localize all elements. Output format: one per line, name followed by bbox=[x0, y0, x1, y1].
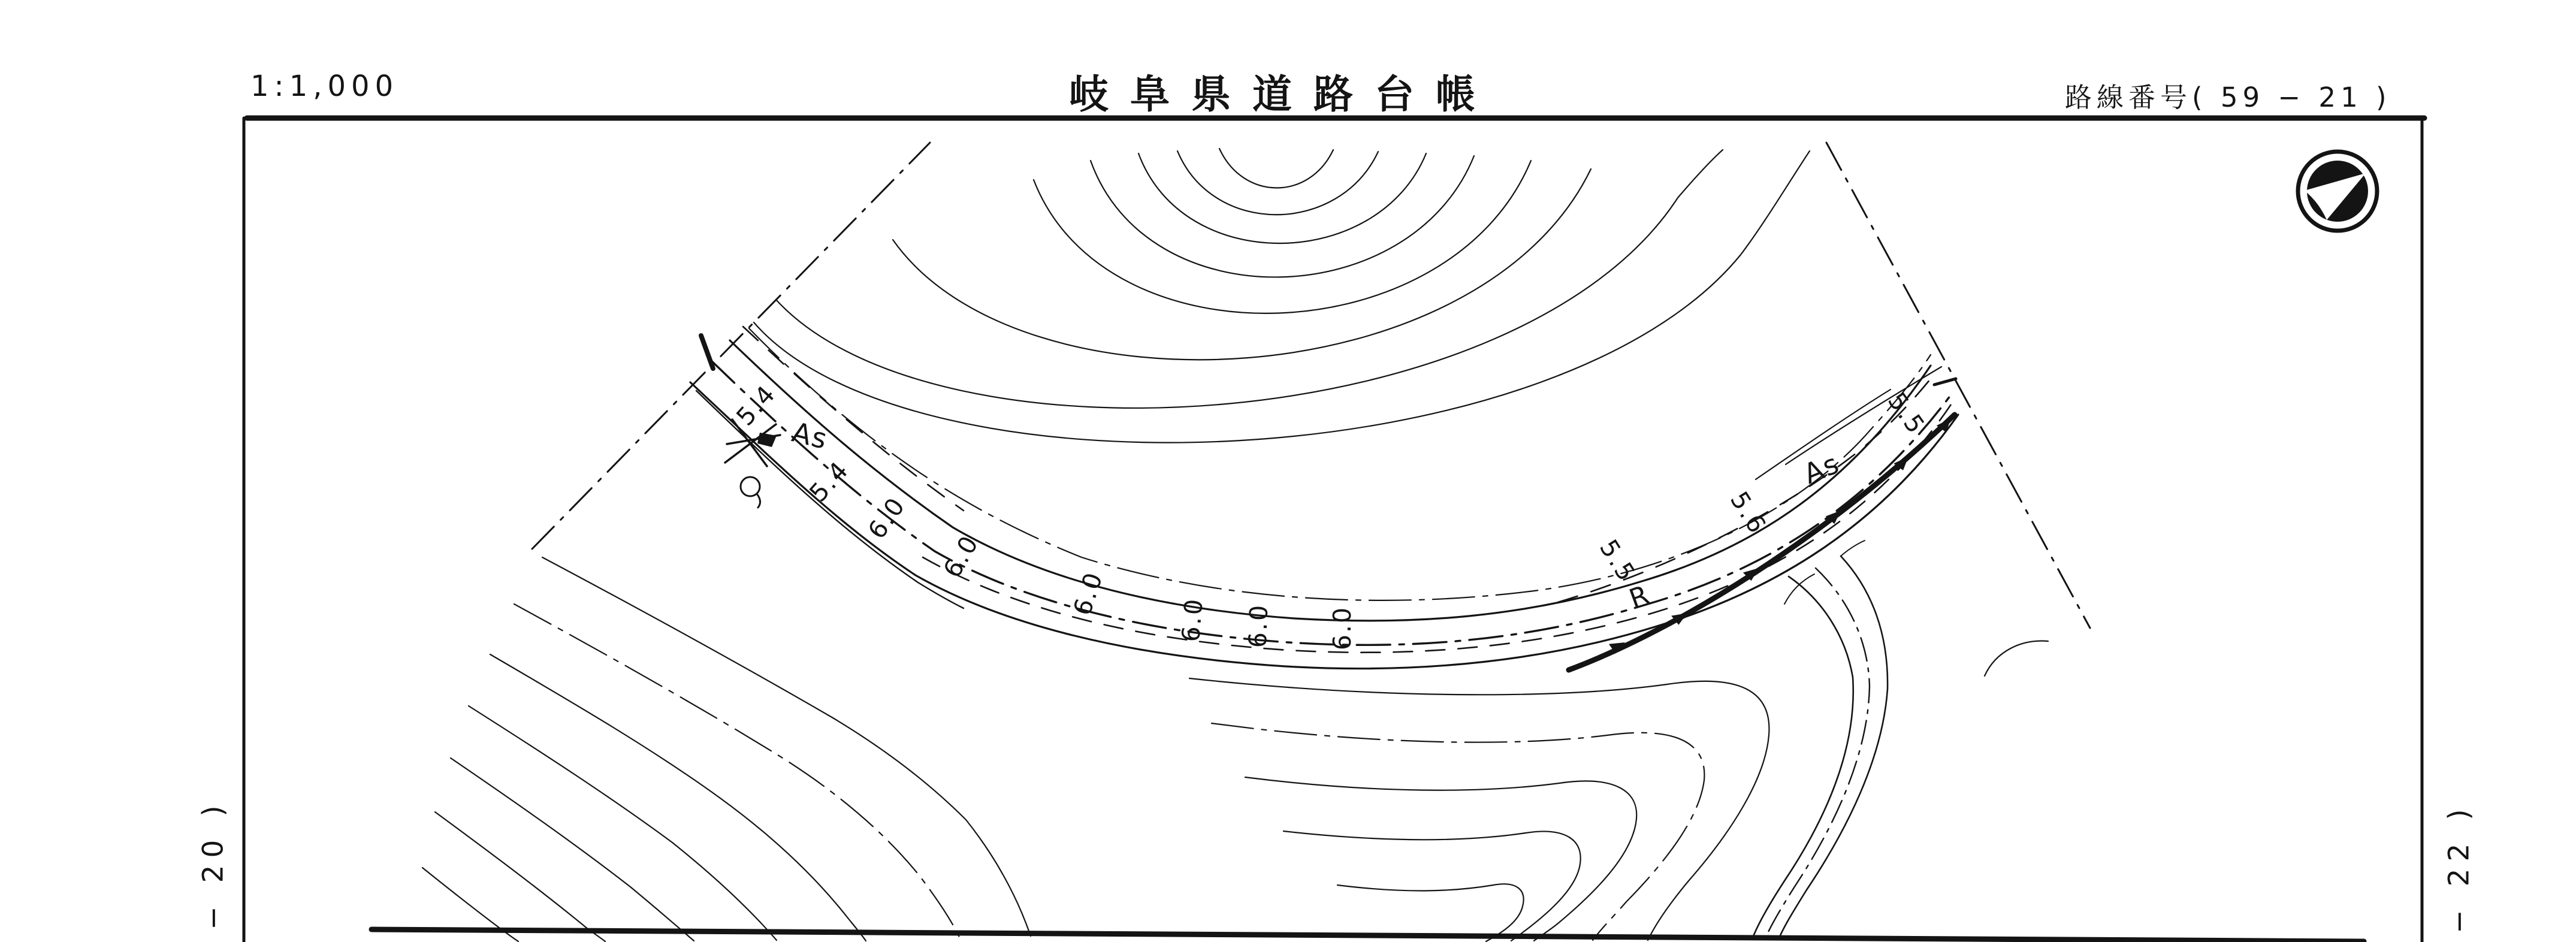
page-title: 岐阜県道路台帳 bbox=[1069, 71, 1497, 117]
sheet-boundary-line bbox=[532, 143, 2090, 628]
route-number: 路線番号( 59 − 21 ) bbox=[2065, 81, 2391, 113]
road-width-label: 6.0 bbox=[1243, 603, 1274, 648]
road-width-label: 5.6 bbox=[1724, 486, 1773, 540]
frame-border bbox=[244, 118, 2424, 942]
road-width-label: 6.0 bbox=[1176, 596, 1209, 644]
branch-road-centerline bbox=[1765, 568, 1870, 938]
surface-type-label: As bbox=[789, 415, 832, 456]
main-road bbox=[690, 327, 1958, 669]
road-width-label: 6.0 bbox=[1328, 605, 1357, 651]
road-width-label: 5.5 bbox=[1593, 534, 1642, 588]
road-width-label: 6.0 bbox=[1067, 567, 1109, 619]
road-width-label: 5.4 bbox=[804, 455, 855, 508]
road-width-label: 6.0 bbox=[937, 529, 985, 583]
pole-icon bbox=[741, 477, 760, 508]
branch-road bbox=[1753, 541, 1888, 940]
road-width-label: 5.5 bbox=[1882, 387, 1931, 440]
right-adjacent-sheet-ref: − 22 ) bbox=[2442, 802, 2476, 934]
road-width-label: 6.0 bbox=[862, 491, 911, 545]
feature-label: R bbox=[1625, 579, 1655, 615]
left-adjacent-sheet-ref: − 20 ) bbox=[197, 798, 230, 930]
map-scale: 1:1,000 bbox=[250, 70, 399, 103]
north-arrow-icon bbox=[2298, 152, 2377, 231]
road-centerline bbox=[710, 360, 1950, 645]
road-width-label: 5.4 bbox=[730, 379, 782, 431]
guardrail-line bbox=[1569, 415, 1956, 670]
surface-type-label: As bbox=[1799, 446, 1844, 491]
